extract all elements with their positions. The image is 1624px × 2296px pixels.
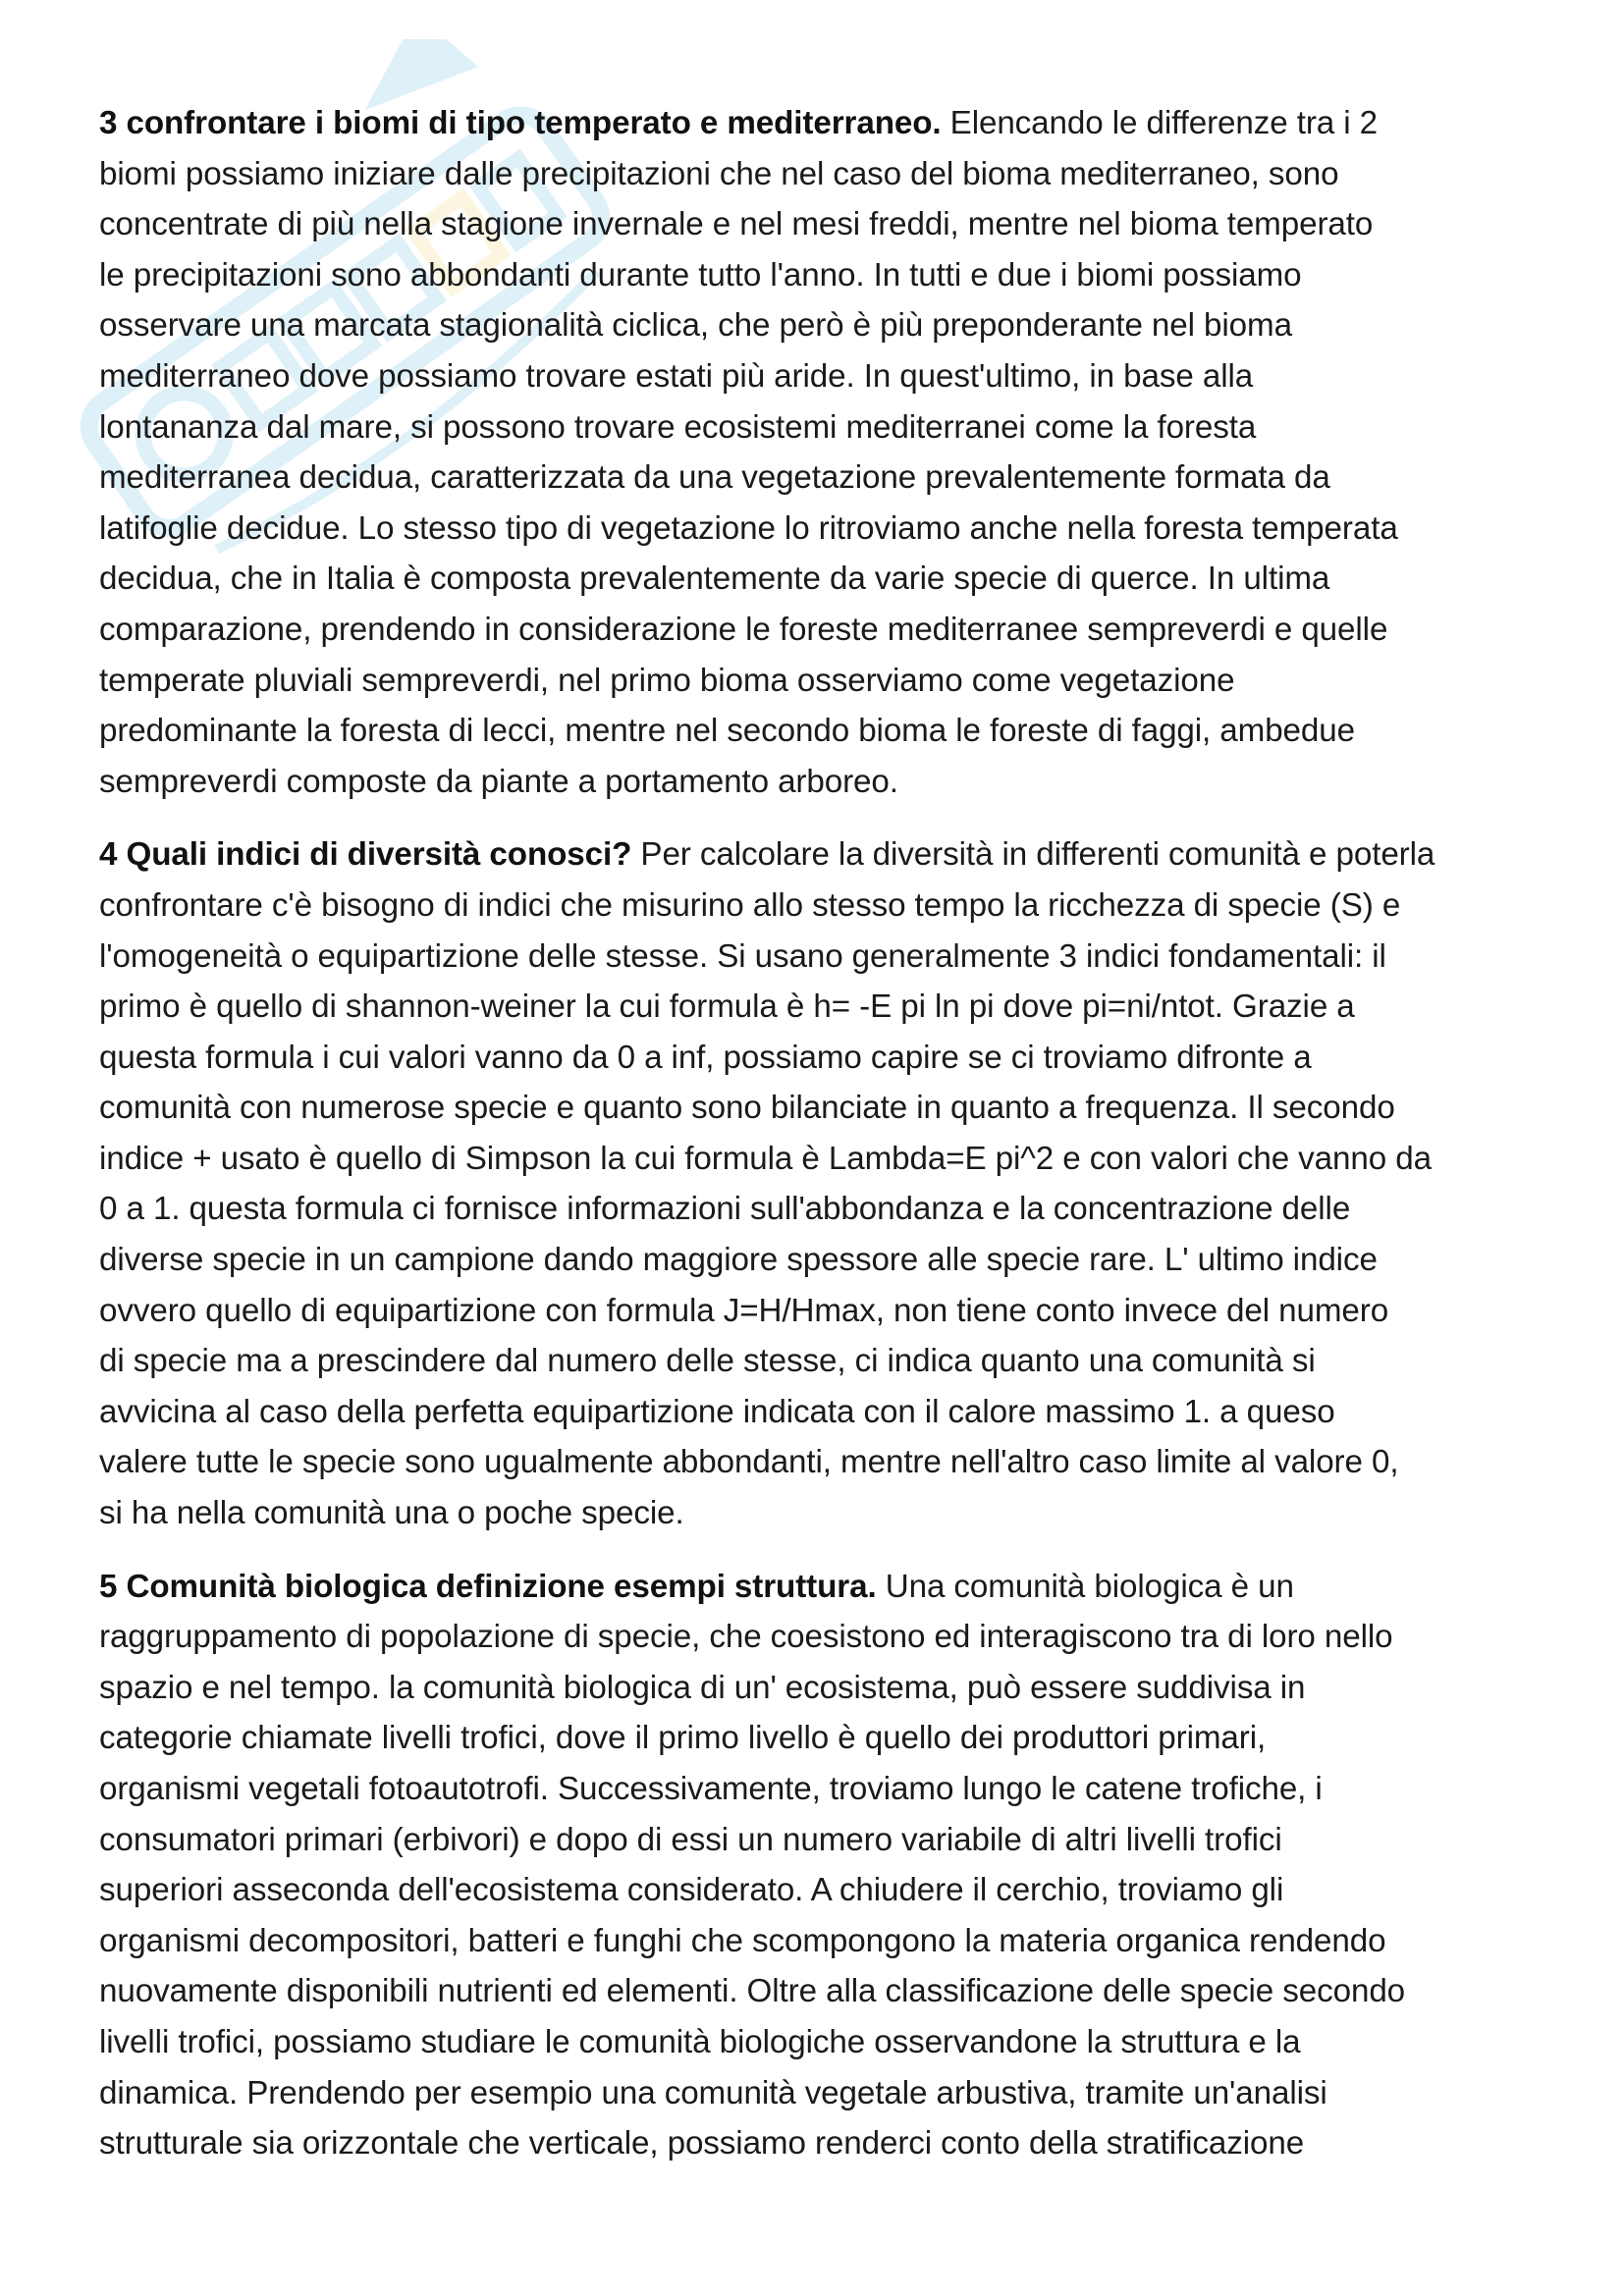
text-line: consumatori primari (erbivori) e dopo di essi un numero variabile di altri livelli trofici xyxy=(99,1821,1282,1858)
text-line: livelli trofici, possiamo studiare le comunità biologiche osservandone la struttura e la xyxy=(99,2023,1301,2060)
text-run: Elencando le differenze tra i 2 xyxy=(941,105,1379,141)
text-line: latifoglie decidue. Lo stesso tipo di vegetazione lo ritroviamo anche nella foresta temperata xyxy=(99,509,1398,547)
text-line: decidua, che in Italia è composta prevalentemente da varie specie di querce. In ultima xyxy=(99,561,1330,598)
text-line: nuovamente disponibili nutrienti ed elementi. Oltre alla classificazione delle specie secondo xyxy=(99,1973,1406,2010)
section-3 xyxy=(99,98,1535,807)
section-5 xyxy=(99,1562,1535,2169)
text-line xyxy=(99,1562,1535,1613)
text-line: si ha nella comunità una o poche specie. xyxy=(99,1495,684,1532)
section-title: 5 Comunità biologica definizione esempi struttura. xyxy=(99,1568,877,1605)
text-line: primo è quello di shannon-weiner la cui formula è h= -E pi ln pi dove pi=ni/ntot. Grazie a xyxy=(99,988,1355,1026)
text-line: di specie ma a prescindere dal numero delle stesse, ci indica quanto una comunità si xyxy=(99,1343,1316,1380)
section-4 xyxy=(99,829,1535,1538)
text-line: lontananza dal mare, si possono trovare ecosistemi mediterranei come la foresta xyxy=(99,408,1257,446)
text-line: valere tutte le specie sono ugualmente abbondanti, mentre nell'altro caso limite al valore 0, xyxy=(99,1444,1399,1481)
text-run: Per calcolare la diversità in differenti comunità e poterla xyxy=(631,836,1435,874)
text-line: mediterranea decidua, caratterizzata da una vegetazione prevalentemente formata da xyxy=(99,459,1330,497)
text-line: spazio e nel tempo. la comunità biologica di un' ecosistema, può essere suddivisa in xyxy=(99,1669,1306,1706)
text-line: categorie chiamate livelli trofici, dove il primo livello è quello dei produttori primari, xyxy=(99,1720,1267,1757)
text-line: ovvero quello di equipartizione con formula J=H/Hmax, non tiene conto invece del numero xyxy=(99,1292,1389,1329)
text-line: organismi decompositori, batteri e funghi che scompongono la materia organica rendendo xyxy=(99,1922,1386,1959)
text-line: avvicina al caso della perfetta equipartizione indicata con il calore massimo 1. a queso xyxy=(99,1393,1335,1430)
text-line xyxy=(99,98,1535,149)
text-line: organismi vegetali fotoautotrofi. Successivamente, troviamo lungo le catene trofiche, i xyxy=(99,1771,1323,1807)
text-line: temperate pluviali sempreverdi, nel primo bioma osserviamo come vegetazione xyxy=(99,662,1235,699)
text-line: biomi possiamo iniziare dalle precipitazioni che nel caso del bioma mediterraneo, sono xyxy=(99,155,1339,192)
text-run: Una comunità biologica è un xyxy=(876,1568,1294,1605)
text-line xyxy=(99,829,1535,881)
text-line: questa formula i cui valori vanno da 0 a inf, possiamo capire se ci troviamo difronte a xyxy=(99,1039,1312,1076)
text-line: mediterraneo dove possiamo trovare estati più aride. In quest'ultimo, in base alla xyxy=(99,357,1254,395)
text-line: l'omogeneità o equipartizione delle stesse. Si usano generalmente 3 indici fondamentali: il xyxy=(99,937,1386,975)
text-line: strutturale sia orizzontale che verticale, possiamo renderci conto della stratificazione xyxy=(99,2125,1305,2163)
text-line: comparazione, prendendo in considerazione le foreste mediterranee sempreverdi e quelle xyxy=(99,611,1388,648)
text-line: comunità con numerose specie e quanto sono bilanciate in quanto a frequenza. Il secondo xyxy=(99,1090,1395,1127)
text-line: superiori asseconda dell'ecosistema considerato. A chiudere il cerchio, troviamo gli xyxy=(99,1872,1284,1909)
text-line: osservare una marcata stagionalità ciclica, che però è più preponderante nel bioma xyxy=(99,307,1292,345)
section-title: 4 Quali indici di diversità conosci? xyxy=(99,836,632,874)
text-line: predominante la foresta di lecci, mentre nel secondo bioma le foreste di faggi, ambedue xyxy=(99,713,1355,750)
text-line: le precipitazioni sono abbondanti durante tutto l'anno. In tutti e due i biomi possiamo xyxy=(99,256,1302,294)
text-line: indice + usato è quello di Simpson la cui formula è Lambda=E pi^2 e con valori che vanno da xyxy=(99,1140,1432,1177)
text-line: 0 a 1. questa formula ci fornisce informazioni sull'abbondanza e la concentrazione delle xyxy=(99,1191,1351,1228)
section-title: 3 confrontare i biomi di tipo temperato e mediterraneo. xyxy=(99,105,942,141)
document-body xyxy=(99,98,1535,2192)
text-line: confrontare c'è bisogno di indici che misurino allo stesso tempo la ricchezza di specie (S) e xyxy=(99,886,1401,924)
text-line: sempreverdi composte da piante a portamento arboreo. xyxy=(99,763,898,800)
text-line: diverse specie in un campione dando maggiore spessore alle specie rare. L' ultimo indice xyxy=(99,1242,1378,1279)
text-line: concentrate di più nella stagione invernale e nel mesi freddi, mentre nel bioma temperato xyxy=(99,206,1374,243)
text-line: dinamica. Prendendo per esempio una comunità vegetale arbustiva, tramite un'analisi xyxy=(99,2074,1327,2111)
text-line: raggruppamento di popolazione di specie, che coesistono ed interagiscono tra di loro nello xyxy=(99,1619,1393,1656)
